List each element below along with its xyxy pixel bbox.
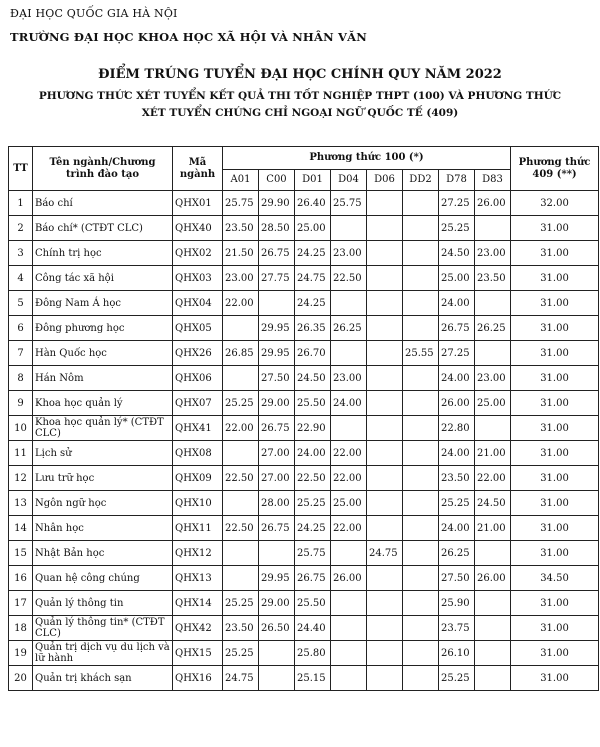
score-method-409: 34.50: [511, 566, 599, 591]
score-d01: 24.40: [295, 616, 331, 641]
score-c00: [259, 291, 295, 316]
program-code: QHX02: [173, 241, 223, 266]
document-title: ĐIỂM TRÚNG TUYỂN ĐẠI HỌC CHÍNH QUY NĂM 2022: [98, 67, 502, 82]
score-d83: 23.00: [475, 241, 511, 266]
score-d83: 26.25: [475, 316, 511, 341]
program-name: Hán Nôm: [33, 366, 173, 391]
score-a01: 22.00: [223, 416, 259, 441]
score-d01: 24.00: [295, 441, 331, 466]
score-d83: [475, 216, 511, 241]
score-a01: 25.25: [223, 591, 259, 616]
score-a01: 25.25: [223, 391, 259, 416]
score-d04: 22.00: [331, 466, 367, 491]
score-dd2: [403, 591, 439, 616]
score-c00: 26.50: [259, 616, 295, 641]
score-a01: [223, 366, 259, 391]
score-method-409: 32.00: [511, 191, 599, 216]
score-d06: 24.75: [367, 541, 403, 566]
table-row: [9, 491, 599, 516]
header-combo-d78: D78: [439, 170, 475, 191]
table-row: [9, 366, 599, 391]
score-dd2: [403, 316, 439, 341]
score-dd2: [403, 241, 439, 266]
subtitle-line-1: PHƯƠNG THỨC XÉT TUYỂN KẾT QUẢ THI TỐT NGHIỆP THPT (100) VÀ PHƯƠNG THỨC: [38, 90, 562, 102]
score-d01: 26.35: [295, 316, 331, 341]
score-d83: 22.00: [475, 466, 511, 491]
score-d04: 23.00: [331, 366, 367, 391]
row-index: 6: [9, 316, 33, 341]
program-code: QHX12: [173, 541, 223, 566]
score-d78: 24.00: [439, 441, 475, 466]
program-name: Quản lý thông tin: [33, 591, 173, 616]
row-index: 15: [9, 541, 33, 566]
table-row: [9, 566, 599, 591]
score-d83: [475, 641, 511, 666]
score-dd2: [403, 666, 439, 691]
score-d06: [367, 216, 403, 241]
score-c00: 26.75: [259, 416, 295, 441]
table-row: [9, 266, 599, 291]
score-d83: 23.50: [475, 266, 511, 291]
score-d04: 26.25: [331, 316, 367, 341]
score-d78: 26.25: [439, 541, 475, 566]
header-tt: TT: [9, 147, 33, 191]
score-dd2: [403, 616, 439, 641]
header-method-409: Phương thức 409 (**): [511, 147, 599, 191]
university-name: ĐẠI HỌC QUỐC GIA HÀ NỘI: [10, 7, 178, 20]
score-a01: 25.75: [223, 191, 259, 216]
score-method-409: 31.00: [511, 216, 599, 241]
program-name: Khoa học quản lý* (CTĐT CLC): [33, 416, 173, 441]
header-combo-d06: D06: [367, 170, 403, 191]
score-d78: 26.00: [439, 391, 475, 416]
score-method-409: 31.00: [511, 541, 599, 566]
score-d04: [331, 641, 367, 666]
program-name: Lưu trữ học: [33, 466, 173, 491]
score-c00: 29.95: [259, 566, 295, 591]
row-index: 1: [9, 191, 33, 216]
score-c00: 28.50: [259, 216, 295, 241]
table-row: [9, 591, 599, 616]
score-d04: [331, 591, 367, 616]
header-method-100: Phương thức 100 (*): [223, 147, 511, 170]
table-row: [9, 316, 599, 341]
score-a01: 22.50: [223, 516, 259, 541]
score-d78: 24.00: [439, 516, 475, 541]
score-a01: 23.00: [223, 266, 259, 291]
program-code: QHX08: [173, 441, 223, 466]
row-index: 8: [9, 366, 33, 391]
score-dd2: [403, 366, 439, 391]
score-d83: [475, 541, 511, 566]
score-a01: [223, 491, 259, 516]
score-method-409: 31.00: [511, 616, 599, 641]
program-code: QHX41: [173, 416, 223, 441]
program-name: Lịch sử: [33, 441, 173, 466]
row-index: 7: [9, 341, 33, 366]
score-d78: 27.25: [439, 191, 475, 216]
table-row: [9, 466, 599, 491]
header-combo-dd2: DD2: [403, 170, 439, 191]
score-d78: 26.10: [439, 641, 475, 666]
score-a01: [223, 441, 259, 466]
score-a01: 23.50: [223, 616, 259, 641]
score-d04: [331, 616, 367, 641]
row-index: 14: [9, 516, 33, 541]
score-method-409: 31.00: [511, 491, 599, 516]
score-dd2: [403, 566, 439, 591]
score-d78: 24.00: [439, 366, 475, 391]
score-method-409: 31.00: [511, 666, 599, 691]
score-d04: [331, 216, 367, 241]
score-c00: [259, 541, 295, 566]
score-d06: [367, 291, 403, 316]
score-d04: 22.00: [331, 441, 367, 466]
score-d06: [367, 241, 403, 266]
score-d06: [367, 591, 403, 616]
score-d04: 22.50: [331, 266, 367, 291]
score-dd2: [403, 491, 439, 516]
score-d06: [367, 341, 403, 366]
score-d06: [367, 516, 403, 541]
program-name: Đông phương học: [33, 316, 173, 341]
score-c00: 28.00: [259, 491, 295, 516]
score-d83: [475, 591, 511, 616]
score-c00: 27.50: [259, 366, 295, 391]
score-d06: [367, 316, 403, 341]
score-d04: [331, 291, 367, 316]
program-code: QHX16: [173, 666, 223, 691]
table-row: [9, 541, 599, 566]
score-dd2: [403, 416, 439, 441]
table-row: [9, 516, 599, 541]
score-d06: [367, 416, 403, 441]
score-c00: 29.00: [259, 391, 295, 416]
score-a01: 22.00: [223, 291, 259, 316]
score-d78: 27.50: [439, 566, 475, 591]
score-method-409: 31.00: [511, 341, 599, 366]
table-row: [9, 341, 599, 366]
program-code: QHX13: [173, 566, 223, 591]
table-row: [9, 441, 599, 466]
score-a01: 24.75: [223, 666, 259, 691]
score-dd2: [403, 216, 439, 241]
program-name: Nhật Bản học: [33, 541, 173, 566]
score-method-409: 31.00: [511, 391, 599, 416]
score-d01: 25.50: [295, 391, 331, 416]
program-code: QHX06: [173, 366, 223, 391]
header-combo-a01: A01: [223, 170, 259, 191]
row-index: 19: [9, 641, 33, 666]
score-a01: 25.25: [223, 641, 259, 666]
score-d83: 25.00: [475, 391, 511, 416]
score-a01: 21.50: [223, 241, 259, 266]
score-d83: [475, 291, 511, 316]
score-c00: 29.95: [259, 316, 295, 341]
score-d06: [367, 641, 403, 666]
program-code: QHX04: [173, 291, 223, 316]
program-name: Báo chí* (CTĐT CLC): [33, 216, 173, 241]
program-name: Đông Nam Á học: [33, 291, 173, 316]
score-d01: 25.75: [295, 541, 331, 566]
score-d01: 25.15: [295, 666, 331, 691]
score-a01: 23.50: [223, 216, 259, 241]
score-a01: [223, 541, 259, 566]
row-index: 12: [9, 466, 33, 491]
score-d78: 25.25: [439, 491, 475, 516]
score-method-409: 31.00: [511, 266, 599, 291]
row-index: 16: [9, 566, 33, 591]
row-index: 18: [9, 616, 33, 641]
program-name: Hàn Quốc học: [33, 341, 173, 366]
score-method-409: 31.00: [511, 416, 599, 441]
score-dd2: [403, 641, 439, 666]
score-c00: 27.00: [259, 466, 295, 491]
row-index: 9: [9, 391, 33, 416]
header-combo-c00: C00: [259, 170, 295, 191]
table-row: [9, 666, 599, 691]
score-d06: [367, 441, 403, 466]
program-code: QHX01: [173, 191, 223, 216]
program-code: QHX42: [173, 616, 223, 641]
row-index: 17: [9, 591, 33, 616]
score-method-409: 31.00: [511, 291, 599, 316]
score-method-409: 31.00: [511, 316, 599, 341]
score-d83: [475, 616, 511, 641]
score-d04: [331, 541, 367, 566]
score-d83: 21.00: [475, 516, 511, 541]
score-d78: 23.75: [439, 616, 475, 641]
score-d01: 25.80: [295, 641, 331, 666]
score-method-409: 31.00: [511, 241, 599, 266]
score-d06: [367, 366, 403, 391]
program-code: QHX05: [173, 316, 223, 341]
program-code: QHX11: [173, 516, 223, 541]
program-code: QHX10: [173, 491, 223, 516]
header-program-name: Tên ngành/Chương trình đào tạo: [33, 147, 173, 191]
score-d01: 24.25: [295, 241, 331, 266]
score-table: [8, 146, 599, 691]
score-method-409: 31.00: [511, 466, 599, 491]
row-index: 3: [9, 241, 33, 266]
score-c00: 29.00: [259, 591, 295, 616]
score-method-409: 31.00: [511, 366, 599, 391]
score-d04: 25.00: [331, 491, 367, 516]
program-code: QHX14: [173, 591, 223, 616]
score-dd2: [403, 541, 439, 566]
score-d06: [367, 266, 403, 291]
score-d83: 24.50: [475, 491, 511, 516]
program-name: Ngôn ngữ học: [33, 491, 173, 516]
score-dd2: [403, 466, 439, 491]
score-d04: 26.00: [331, 566, 367, 591]
table-row: [9, 616, 599, 641]
table-row: [9, 241, 599, 266]
program-code: QHX07: [173, 391, 223, 416]
row-index: 13: [9, 491, 33, 516]
score-d78: 24.00: [439, 291, 475, 316]
score-c00: [259, 641, 295, 666]
program-name: Báo chí: [33, 191, 173, 216]
score-dd2: [403, 191, 439, 216]
school-name: TRƯỜNG ĐẠI HỌC KHOA HỌC XÃ HỘI VÀ NHÂN VĂN: [10, 30, 367, 44]
score-d06: [367, 191, 403, 216]
score-d06: [367, 616, 403, 641]
table-row: [9, 641, 599, 666]
program-name: Chính trị học: [33, 241, 173, 266]
row-index: 11: [9, 441, 33, 466]
program-name: Quản lý thông tin* (CTĐT CLC): [33, 616, 173, 641]
row-index: 10: [9, 416, 33, 441]
score-d01: 22.90: [295, 416, 331, 441]
score-d78: 24.50: [439, 241, 475, 266]
score-dd2: 25.55: [403, 341, 439, 366]
header-combo-d83: D83: [475, 170, 511, 191]
score-a01: 22.50: [223, 466, 259, 491]
table-row: [9, 291, 599, 316]
score-d04: 23.00: [331, 241, 367, 266]
score-d06: [367, 666, 403, 691]
score-d01: 24.25: [295, 516, 331, 541]
score-d06: [367, 466, 403, 491]
score-d78: 25.25: [439, 666, 475, 691]
score-d78: 26.75: [439, 316, 475, 341]
program-code: QHX40: [173, 216, 223, 241]
header-combo-d04: D04: [331, 170, 367, 191]
program-name: Quản trị dịch vụ du lịch và lữ hành: [33, 641, 173, 666]
score-d04: 22.00: [331, 516, 367, 541]
program-code: QHX15: [173, 641, 223, 666]
score-d06: [367, 391, 403, 416]
row-index: 4: [9, 266, 33, 291]
score-method-409: 31.00: [511, 591, 599, 616]
score-c00: [259, 666, 295, 691]
header-combo-d01: D01: [295, 170, 331, 191]
table-row: [9, 191, 599, 216]
table-row: [9, 216, 599, 241]
score-c00: 26.75: [259, 516, 295, 541]
score-c00: 29.95: [259, 341, 295, 366]
program-code: QHX03: [173, 266, 223, 291]
score-c00: 29.90: [259, 191, 295, 216]
score-d01: 22.50: [295, 466, 331, 491]
score-d06: [367, 566, 403, 591]
score-d78: 25.00: [439, 266, 475, 291]
score-c00: 26.75: [259, 241, 295, 266]
score-d83: [475, 666, 511, 691]
score-dd2: [403, 441, 439, 466]
score-d78: 25.25: [439, 216, 475, 241]
score-method-409: 31.00: [511, 516, 599, 541]
score-d04: [331, 416, 367, 441]
score-d83: 26.00: [475, 191, 511, 216]
header-program-code: Mã ngành: [173, 147, 223, 191]
score-method-409: 31.00: [511, 641, 599, 666]
score-d83: [475, 341, 511, 366]
row-index: 5: [9, 291, 33, 316]
score-a01: [223, 316, 259, 341]
score-d01: 26.40: [295, 191, 331, 216]
score-d83: [475, 416, 511, 441]
table-row: [9, 416, 599, 441]
score-d01: 25.25: [295, 491, 331, 516]
program-code: QHX26: [173, 341, 223, 366]
score-d01: 25.50: [295, 591, 331, 616]
score-d01: 24.50: [295, 366, 331, 391]
score-d01: 24.25: [295, 291, 331, 316]
score-d04: 24.00: [331, 391, 367, 416]
table-row: [9, 391, 599, 416]
score-d83: 23.00: [475, 366, 511, 391]
score-d78: 22.80: [439, 416, 475, 441]
score-d06: [367, 491, 403, 516]
score-d04: [331, 666, 367, 691]
program-name: Công tác xã hội: [33, 266, 173, 291]
subtitle-line-2: XÉT TUYỂN CHỨNG CHỈ NGOẠI NGỮ QUỐC TẾ (409): [141, 107, 459, 119]
score-d01: 26.75: [295, 566, 331, 591]
score-dd2: [403, 291, 439, 316]
score-d04: [331, 341, 367, 366]
score-d04: 25.75: [331, 191, 367, 216]
program-code: QHX09: [173, 466, 223, 491]
program-name: Quản trị khách sạn: [33, 666, 173, 691]
score-d01: 26.70: [295, 341, 331, 366]
score-dd2: [403, 266, 439, 291]
score-c00: 27.75: [259, 266, 295, 291]
score-dd2: [403, 391, 439, 416]
score-c00: 27.00: [259, 441, 295, 466]
score-d78: 25.90: [439, 591, 475, 616]
program-name: Nhân học: [33, 516, 173, 541]
score-a01: [223, 566, 259, 591]
score-dd2: [403, 516, 439, 541]
score-d78: 27.25: [439, 341, 475, 366]
score-d01: 25.00: [295, 216, 331, 241]
score-method-409: 31.00: [511, 441, 599, 466]
score-a01: 26.85: [223, 341, 259, 366]
score-d83: 21.00: [475, 441, 511, 466]
score-d78: 23.50: [439, 466, 475, 491]
row-index: 2: [9, 216, 33, 241]
row-index: 20: [9, 666, 33, 691]
score-d83: 26.00: [475, 566, 511, 591]
program-name: Khoa học quản lý: [33, 391, 173, 416]
score-d01: 24.75: [295, 266, 331, 291]
program-name: Quan hệ công chúng: [33, 566, 173, 591]
